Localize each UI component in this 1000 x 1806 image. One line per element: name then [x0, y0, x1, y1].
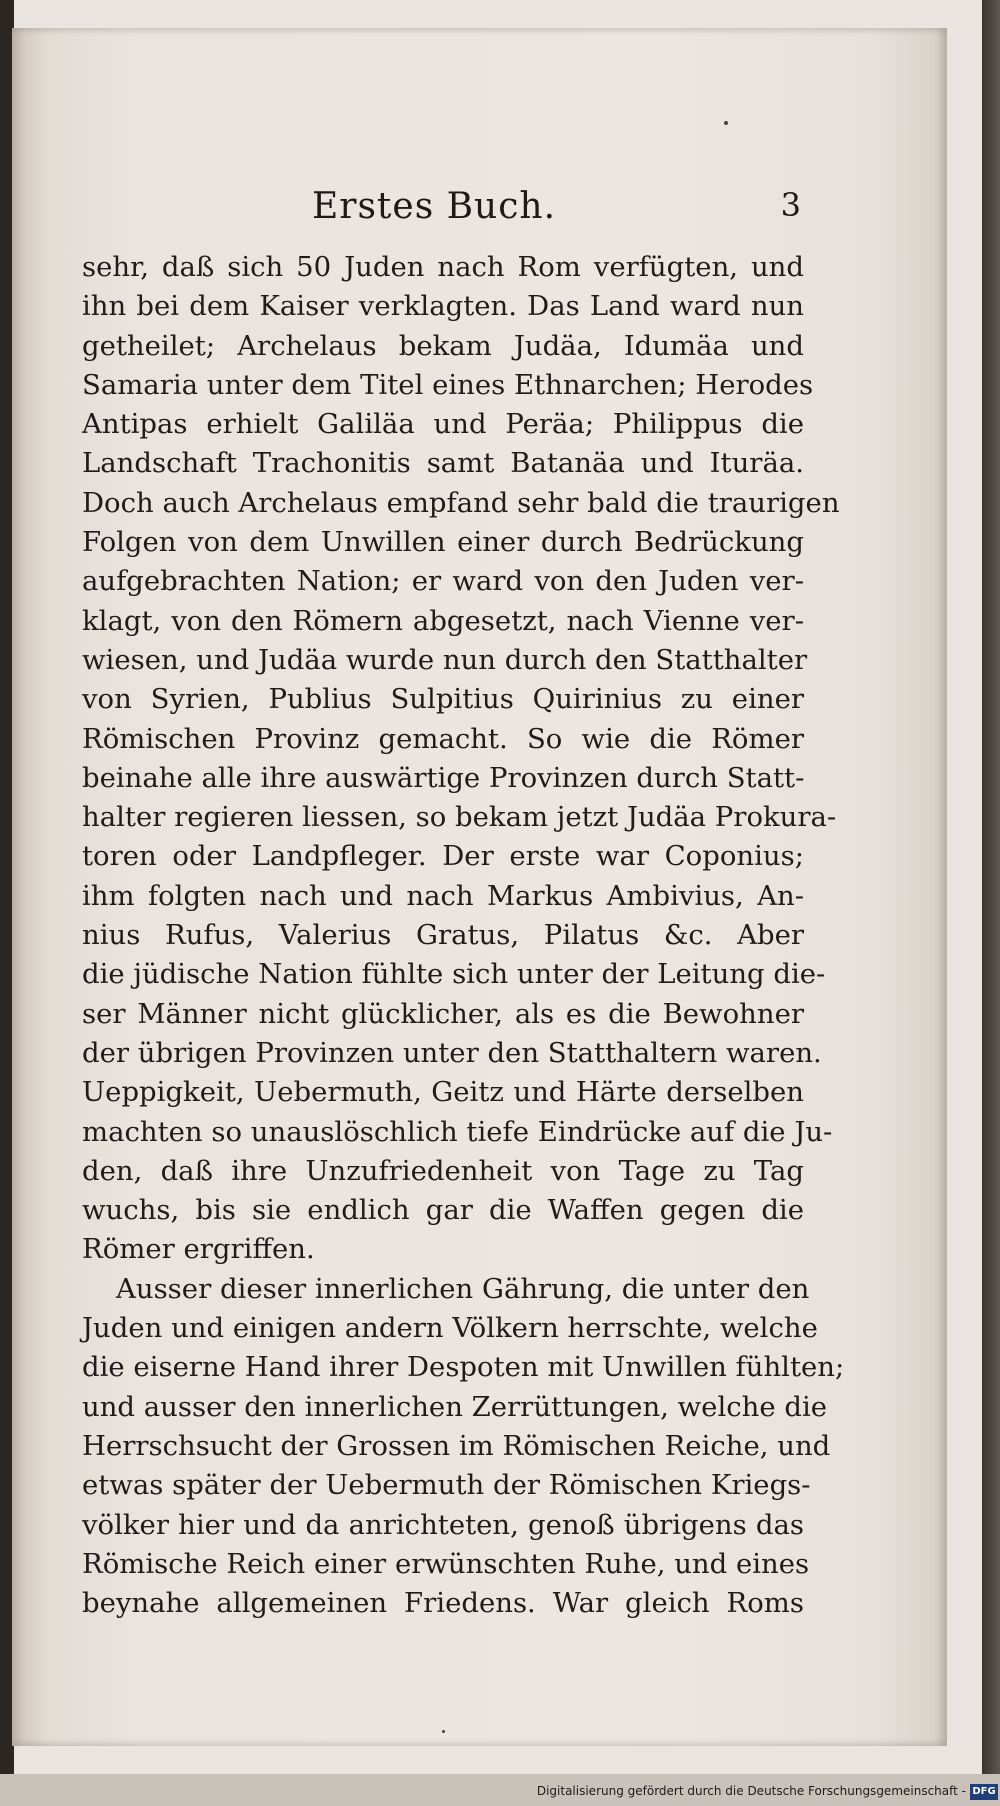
text-line: machten so unauslöschlich tiefe Eindrücke auf die Ju- [82, 1115, 833, 1148]
paper-speck [724, 121, 728, 125]
text-line: ihn bei dem Kaiser verklagten. Das Land ward nun [82, 290, 804, 323]
text-line: der übrigen Provinzen unter den Statthaltern waren. [82, 1036, 822, 1069]
text-line: Römische Reich einer erwünschten Ruhe, und eines [82, 1547, 810, 1580]
text-line: Juden und einigen andern Völkern herrschte, welche [82, 1312, 818, 1345]
text-line: Antipas erhielt Galiläa und Peräa; Philippus die [82, 408, 804, 441]
text-line: etwas später der Uebermuth der Römischen Kriegs- [82, 1469, 811, 1502]
text-line: von Syrien, Publius Sulpitius Quirinius zu einer [82, 683, 804, 716]
body-text [82, 248, 845, 1623]
text-line: und ausser den innerlichen Zerrüttungen, welche die [82, 1390, 828, 1423]
scan-border-right [982, 0, 1000, 1806]
paper-speck [442, 1730, 445, 1733]
text-line: Herrschsucht der Grossen im Römischen Reiche, und [82, 1429, 831, 1462]
text-line: die jüdische Nation fühlte sich unter der Leitung die- [82, 958, 826, 991]
text-line: Ueppigkeit, Uebermuth, Geitz und Härte derselben [82, 1076, 804, 1109]
page-number: 3 [780, 186, 801, 224]
text-line: ser Männer nicht glücklicher, als es die Bewohner [82, 997, 804, 1030]
text-line: halter regieren liessen, so bekam jetzt Judäa Prokura- [82, 801, 837, 834]
funding-credit: Digitalisierung gefördert durch die Deutsche Forschungsgemeinschaft - [536, 1784, 966, 1798]
text-line: wuchs, bis sie endlich gar die Waffen gegen die [82, 1194, 804, 1227]
text-line: klagt, von den Römern abgesetzt, nach Vienne ver- [82, 604, 804, 637]
book-page [12, 28, 947, 1746]
text-line: nius Rufus, Valerius Gratus, Pilatus &c. Aber [82, 919, 804, 952]
digitization-footer [0, 1774, 1000, 1806]
paragraph-first-line: Ausser dieser innerlichen Gährung, die unter den [116, 1272, 810, 1305]
text-line: Doch auch Archelaus empfand sehr bald die traurigen [82, 486, 840, 519]
paragraph-end-line: Römer ergriffen. [82, 1233, 315, 1266]
text-line: getheilet; Archelaus bekam Judäa, Idumäa und [82, 329, 804, 362]
text-line: wiesen, und Judäa wurde nun durch den Statthalter [82, 643, 808, 676]
text-line: sehr, daß sich 50 Juden nach Rom verfügten, und [82, 251, 804, 283]
text-line: Samaria unter dem Titel eines Ethnarchen; Herodes [82, 368, 814, 401]
text-line: aufgebrachten Nation; er ward von den Juden ver- [82, 565, 804, 598]
text-line: ihm folgten nach und nach Markus Ambivius, An- [82, 879, 804, 912]
text-line: beynahe allgemeinen Friedens. War gleich Roms [82, 1587, 804, 1620]
page-header [74, 180, 801, 230]
text-line: die eiserne Hand ihrer Despoten mit Unwillen fühlten; [82, 1351, 845, 1384]
text-line: toren oder Landpfleger. Der erste war Coponius; [82, 840, 804, 873]
text-line: den, daß ihre Unzufriedenheit von Tage zu Tag [82, 1154, 804, 1187]
text-line: völker hier und da anrichteten, genoß übrigens das [82, 1508, 804, 1541]
text-line: beinahe alle ihre auswärtige Provinzen durch Statt- [82, 761, 805, 794]
text-line: Landschaft Trachonitis samt Batanäa und Ituräa. [82, 447, 804, 480]
text-line: Römischen Provinz gemacht. So wie die Römer [82, 722, 804, 755]
dfg-logo: DFG [970, 1784, 998, 1800]
text-line: Folgen von dem Unwillen einer durch Bedrückung [82, 526, 804, 559]
running-title: Erstes Buch. [311, 186, 557, 227]
